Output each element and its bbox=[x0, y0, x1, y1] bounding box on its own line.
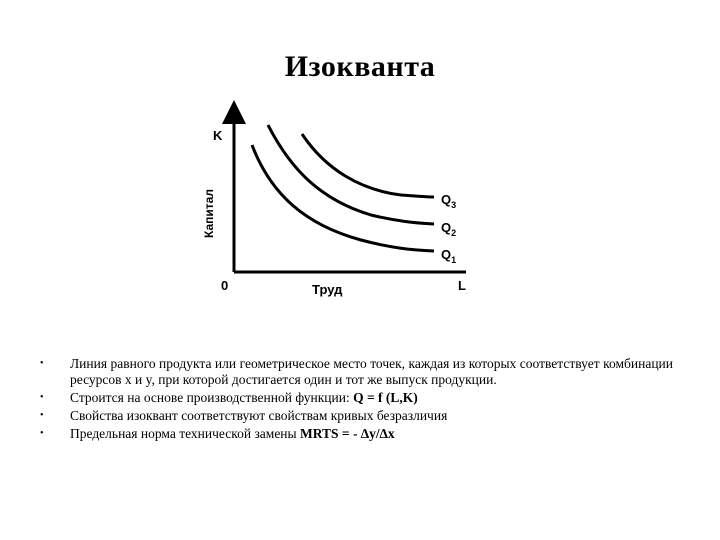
bullet-dot-icon: • bbox=[40, 428, 44, 439]
bullet-item: • Строится на основе производственной функции: Q = f (L,K) bbox=[40, 390, 418, 405]
isoquant-q1 bbox=[252, 145, 434, 251]
bullet-item: • Линия равного продукта или геометрическое место точек, каждая из которых соответствует комбинации ресурсов x и y, при которой достигается один и тот же выпуск продукции. bbox=[40, 356, 673, 387]
curve-label-q1: $Q_1$ bbox=[441, 247, 457, 265]
y-axis-label: Капитал bbox=[202, 189, 216, 238]
isoquant-diagram bbox=[196, 100, 496, 305]
curve-label-q2: $Q_2$ bbox=[441, 220, 457, 238]
bullet-item: • Предельная норма технической замены MRTS = - ∆y/∆x bbox=[40, 426, 395, 441]
bullet-item: • Свойства изоквант соответствуют свойствам кривых безразличия bbox=[40, 408, 448, 423]
bullet-dot-icon: • bbox=[40, 392, 44, 403]
bullet-dot-icon: • bbox=[40, 410, 44, 421]
curve-label-q3: $Q_3$ bbox=[441, 192, 457, 210]
x-axis-label: Труд bbox=[312, 282, 343, 297]
production-function-formula: Q = f (L,K) bbox=[353, 390, 418, 405]
mrts-formula: MRTS = - ∆y/∆x bbox=[299, 426, 395, 441]
y-axis-letter: K bbox=[213, 128, 223, 143]
slide-title: Изокванта bbox=[284, 50, 436, 83]
bullet-list bbox=[40, 356, 673, 444]
isoquant-q2 bbox=[268, 125, 434, 224]
bullet-dot-icon: • bbox=[40, 358, 44, 369]
isoquant-q3 bbox=[302, 134, 434, 197]
origin-label: 0 bbox=[221, 278, 229, 293]
x-axis-letter: L bbox=[458, 278, 466, 293]
